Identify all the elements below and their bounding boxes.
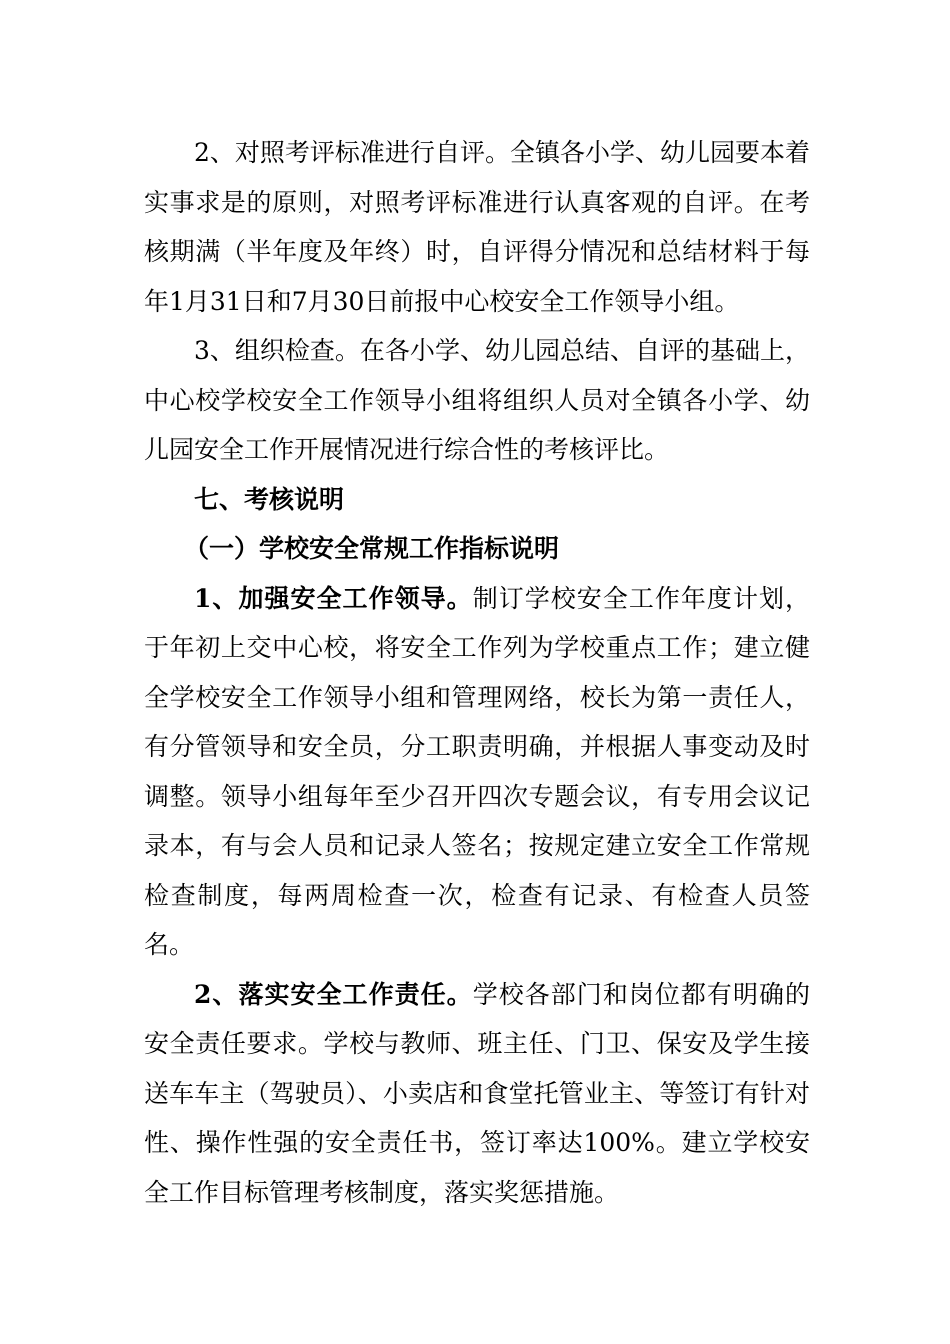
paragraph-organize-inspection: 3、组织检查。在各小学、幼儿园总结、自评的基础上，中心校学校安全工作领导小组将组织人员对全镇各小学、幼儿园安全工作开展情况进行综合性的考核评比。 (144, 336, 810, 464)
paragraph-lead-implement-responsibility: 2、落实安全工作责任。 (194, 979, 473, 1009)
paragraph-self-evaluation: 2、对照考评标准进行自评。全镇各小学、幼儿园要本着实事求是的原则，对照考评标准进行认真客观的自评。在考核期满（半年度及年终）时，自评得分情况和总结材料于每年1月31日和7月30日前报中心校安全工作领导小组。 (144, 138, 810, 316)
subsection-heading-routine-indicators: （一）学校安全常规工作指标说明 (184, 534, 560, 563)
paragraph-lead-strengthen-leadership: 1、加强安全工作领导。 (194, 583, 473, 613)
paragraph-strengthen-leadership (144, 574, 810, 970)
paragraph-body-implement-responsibility: 学校各部门和岗位都有明确的安全责任要求。学校与教师、班主任、门卫、保安及学生接送车车主（驾驶员）、小卖店和食堂托管业主、等签订有针对性、操作性强的安全责任书，签订率达100%。建立学校安全工作目标管理考核制度，落实奖惩措施。 (144, 979, 810, 1207)
paragraph-implement-responsibility (144, 970, 810, 1218)
section-heading-assessment-notes: 七、考核说明 (194, 484, 345, 514)
document-page (144, 128, 810, 1217)
paragraph-body-strengthen-leadership: 制订学校安全工作年度计划，于年初上交中心校，将安全工作列为学校重点工作；建立健全学校安全工作领导小组和管理网络，校长为第一责任人，有分管领导和安全员，分工职责明确，并根据人事变动及时调整。领导小组每年至少召开四次专题会议，有专用会议记录本，有与会人员和记录人签名；按规定建立安全工作常规检查制度，每两周检查一次，检查有记录、有检查人员签名。 (144, 583, 810, 959)
